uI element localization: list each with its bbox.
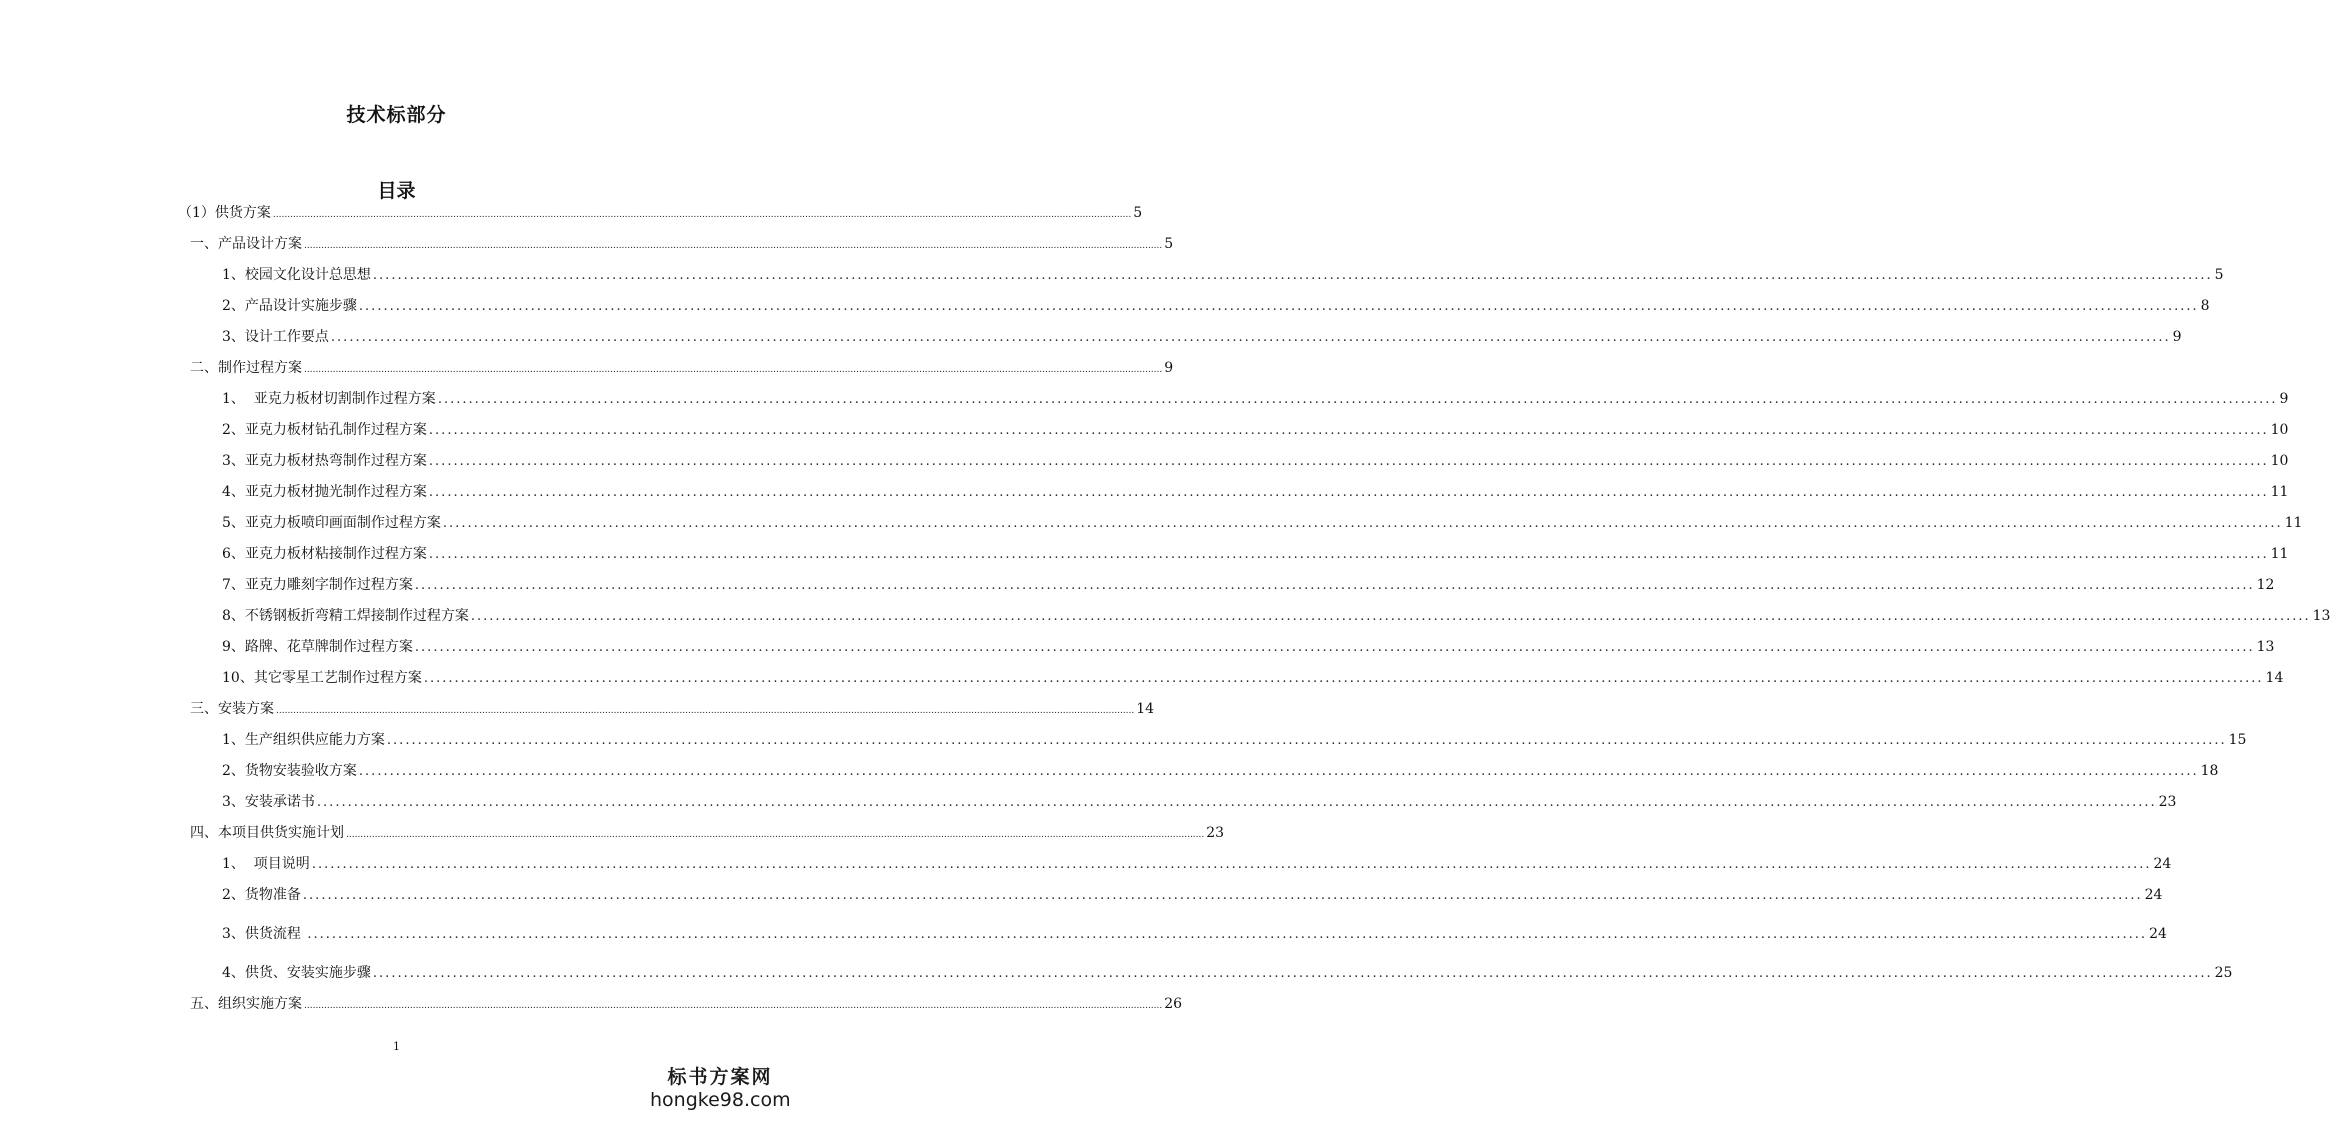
toc-dot-leader: ............................................................................................................................................................................................................................................................................................................ bbox=[428, 423, 2269, 438]
toc-entry[interactable] bbox=[222, 482, 2289, 502]
toc-entry[interactable] bbox=[222, 885, 2163, 905]
toc-entry-label: 1、生产组织供应能力方案 bbox=[222, 732, 385, 748]
toc-entry[interactable] bbox=[222, 420, 2289, 440]
toc-entry-label: 9、路牌、花草牌制作过程方案 bbox=[222, 639, 413, 655]
toc-dot-leader: ............................................................................................................................................................................................................................................................................................................ bbox=[428, 547, 2269, 562]
toc-entry-label: 三、安装方案 bbox=[190, 701, 274, 717]
toc-entry-label: 1、 项目说明 bbox=[222, 856, 310, 872]
toc-entry[interactable] bbox=[222, 544, 2289, 564]
toc-dot-leader: ............................................................................................................................................................................................................................................................................................................ bbox=[372, 268, 2213, 283]
toc-entry-label: 2、亚克力板材钻孔制作过程方案 bbox=[222, 422, 427, 438]
toc-entry[interactable] bbox=[222, 730, 2247, 750]
toc-dot-leader: ............................................................................................................................................................................................................................................................................................................ bbox=[414, 640, 2255, 655]
toc-entry-label: 5、亚克力板喷印画面制作过程方案 bbox=[222, 515, 441, 531]
toc-dot-leader: ............................................................................................................................................................................................................................................................................................................ bbox=[437, 392, 2278, 407]
toc-entry-page: 24 bbox=[2153, 856, 2172, 872]
toc-entry-page: 8 bbox=[2200, 298, 2210, 314]
toc-entry-page: 23 bbox=[1206, 825, 1225, 841]
toc-entry[interactable] bbox=[190, 823, 1225, 843]
toc-entry-label: 1、校园文化设计总思想 bbox=[222, 267, 371, 283]
toc-entry-label: 4、亚克力板材抛光制作过程方案 bbox=[222, 484, 427, 500]
toc-entry-label: 一、产品设计方案 bbox=[190, 236, 302, 252]
toc-entry[interactable] bbox=[190, 699, 1155, 719]
toc-entry-page: 14 bbox=[1136, 701, 1155, 717]
toc-dot-leader: ............................................................................................................................................................................................................................................................................................................ bbox=[386, 733, 2227, 748]
toc-entry-page: 12 bbox=[2256, 577, 2275, 593]
toc-dot-leader: ............................................................................................................................................................................................................................................................................................................ bbox=[428, 454, 2269, 469]
toc-entry[interactable] bbox=[222, 792, 2177, 812]
toc-entry[interactable] bbox=[190, 358, 1174, 378]
toc-dot-leader: ............................................................................................................................................................................................................................................................................................................ bbox=[372, 966, 2213, 981]
toc-entry-label: 3、供货流程 bbox=[222, 926, 306, 942]
toc-entry-page: 18 bbox=[2200, 763, 2219, 779]
toc-dot-leader: ............................................................................................................................................................................................................................................................................................................ bbox=[304, 365, 1163, 375]
toc-dot-leader: ............................................................................................................................................................................................................................................................................................................ bbox=[272, 210, 1132, 220]
watermark-logo bbox=[650, 1066, 790, 1112]
toc-entry-label: 2、产品设计实施步骤 bbox=[222, 298, 357, 314]
toc-entry-page: 9 bbox=[2172, 329, 2182, 345]
toc-entry[interactable] bbox=[222, 451, 2289, 471]
toc-entry-label: （1）供货方案 bbox=[178, 205, 271, 221]
toc-entry-label: 二、制作过程方案 bbox=[190, 360, 302, 376]
toc-entry[interactable] bbox=[222, 327, 2182, 347]
toc-entry[interactable] bbox=[222, 963, 2233, 983]
toc-entry-label: 1、 亚克力板材切割制作过程方案 bbox=[222, 391, 436, 407]
toc-entry-label: 3、设计工作要点 bbox=[222, 329, 329, 345]
toc-entry-label: 2、货物安装验收方案 bbox=[222, 763, 357, 779]
toc-dot-leader: ............................................................................................................................................................................................................................................................................................................ bbox=[304, 241, 1163, 251]
toc-entry-page: 13 bbox=[2256, 639, 2275, 655]
toc-dot-leader: ............................................................................................................................................................................................................................................................................................................ bbox=[307, 927, 2148, 942]
toc-dot-leader: ............................................................................................................................................................................................................................................................................................................ bbox=[304, 1001, 1163, 1011]
toc-entry-page: 11 bbox=[2284, 515, 2303, 531]
toc-entry-page: 15 bbox=[2228, 732, 2247, 748]
toc-entry-page: 24 bbox=[2149, 926, 2167, 942]
watermark-name: 标书方案网 bbox=[667, 1066, 773, 1088]
toc-dot-leader: ............................................................................................................................................................................................................................................................................................................ bbox=[358, 299, 2199, 314]
toc-entry-page: 25 bbox=[2214, 965, 2233, 981]
toc-entry[interactable] bbox=[222, 389, 2289, 409]
toc-dot-leader: ............................................................................................................................................................................................................................................................................................................ bbox=[316, 795, 2157, 810]
toc-entry[interactable] bbox=[178, 203, 1143, 223]
toc-entry-page: 23 bbox=[2158, 794, 2177, 810]
toc-entry-page: 9 bbox=[1164, 360, 1174, 376]
toc-entry-page: 11 bbox=[2270, 546, 2289, 562]
toc-entry-label: 2、货物准备 bbox=[222, 887, 301, 903]
toc-entry[interactable] bbox=[190, 234, 1174, 254]
page-number: 1 bbox=[393, 1040, 400, 1053]
toc-entry-label: 3、亚克力板材热弯制作过程方案 bbox=[222, 453, 427, 469]
toc-dot-leader: ............................................................................................................................................................................................................................................................................................................ bbox=[346, 830, 1205, 840]
toc-entry[interactable] bbox=[222, 637, 2275, 657]
toc-entry-label: 四、本项目供货实施计划 bbox=[190, 825, 344, 841]
toc-entry[interactable] bbox=[190, 994, 1183, 1014]
toc-dot-leader: ............................................................................................................................................................................................................................................................................................................ bbox=[428, 485, 2269, 500]
toc-entry-page: 5 bbox=[1164, 236, 1174, 252]
toc-entry-page: 14 bbox=[2265, 670, 2284, 686]
toc-entry[interactable] bbox=[222, 668, 2284, 688]
toc-entry-label: 五、组织实施方案 bbox=[190, 996, 302, 1012]
toc-dot-leader: ............................................................................................................................................................................................................................................................................................................ bbox=[358, 764, 2199, 779]
toc-entry-page: 10 bbox=[2270, 453, 2289, 469]
toc-dot-leader: ............................................................................................................................................................................................................................................................................................................ bbox=[302, 888, 2143, 903]
toc-entry-page: 24 bbox=[2144, 887, 2163, 903]
toc-entry-label: 8、不锈钢板折弯精工焊接制作过程方案 bbox=[222, 608, 469, 624]
toc-entry-page: 5 bbox=[1133, 205, 1143, 221]
toc-entry[interactable] bbox=[222, 606, 2330, 626]
toc-entry-page: 26 bbox=[1164, 996, 1183, 1012]
toc-entry-label: 4、供货、安装实施步骤 bbox=[222, 965, 371, 981]
toc-dot-leader: ............................................................................................................................................................................................................................................................................................................ bbox=[311, 857, 2152, 872]
toc-entry[interactable] bbox=[222, 513, 2303, 533]
toc-entry-label: 10、其它零星工艺制作过程方案 bbox=[222, 670, 422, 686]
toc-entry[interactable] bbox=[222, 761, 2219, 781]
toc-entry[interactable] bbox=[222, 296, 2210, 316]
toc-heading: 目录 bbox=[377, 180, 416, 202]
toc-dot-leader: ............................................................................................................................................................................................................................................................................................................ bbox=[414, 578, 2255, 593]
page-title: 技术标部分 bbox=[346, 104, 447, 126]
toc-entry[interactable] bbox=[222, 924, 2167, 944]
toc-entry-page: 9 bbox=[2279, 391, 2289, 407]
toc-dot-leader: ............................................................................................................................................................................................................................................................................................................ bbox=[423, 671, 2264, 686]
toc-entry-label: 7、亚克力雕刻字制作过程方案 bbox=[222, 577, 413, 593]
watermark-site: hongke98.com bbox=[650, 1089, 791, 1111]
toc-entry-label: 6、亚克力板材粘接制作过程方案 bbox=[222, 546, 427, 562]
toc-dot-leader: ............................................................................................................................................................................................................................................................................................................ bbox=[276, 706, 1135, 716]
toc-dot-leader: ............................................................................................................................................................................................................................................................................................................ bbox=[442, 516, 2283, 531]
toc-entry-page: 13 bbox=[2312, 608, 2330, 624]
toc-dot-leader: ............................................................................................................................................................................................................................................................................................................ bbox=[330, 330, 2171, 345]
toc-dot-leader: ............................................................................................................................................................................................................................................................................................................ bbox=[470, 609, 2311, 624]
toc-entry[interactable] bbox=[222, 265, 2224, 285]
toc-entry-page: 11 bbox=[2270, 484, 2289, 500]
toc-entry-label: 3、安装承诺书 bbox=[222, 794, 315, 810]
toc-entry-page: 5 bbox=[2214, 267, 2224, 283]
toc-entry-page: 10 bbox=[2270, 422, 2289, 438]
toc-entry[interactable] bbox=[222, 575, 2275, 595]
toc-entry[interactable] bbox=[222, 854, 2172, 874]
